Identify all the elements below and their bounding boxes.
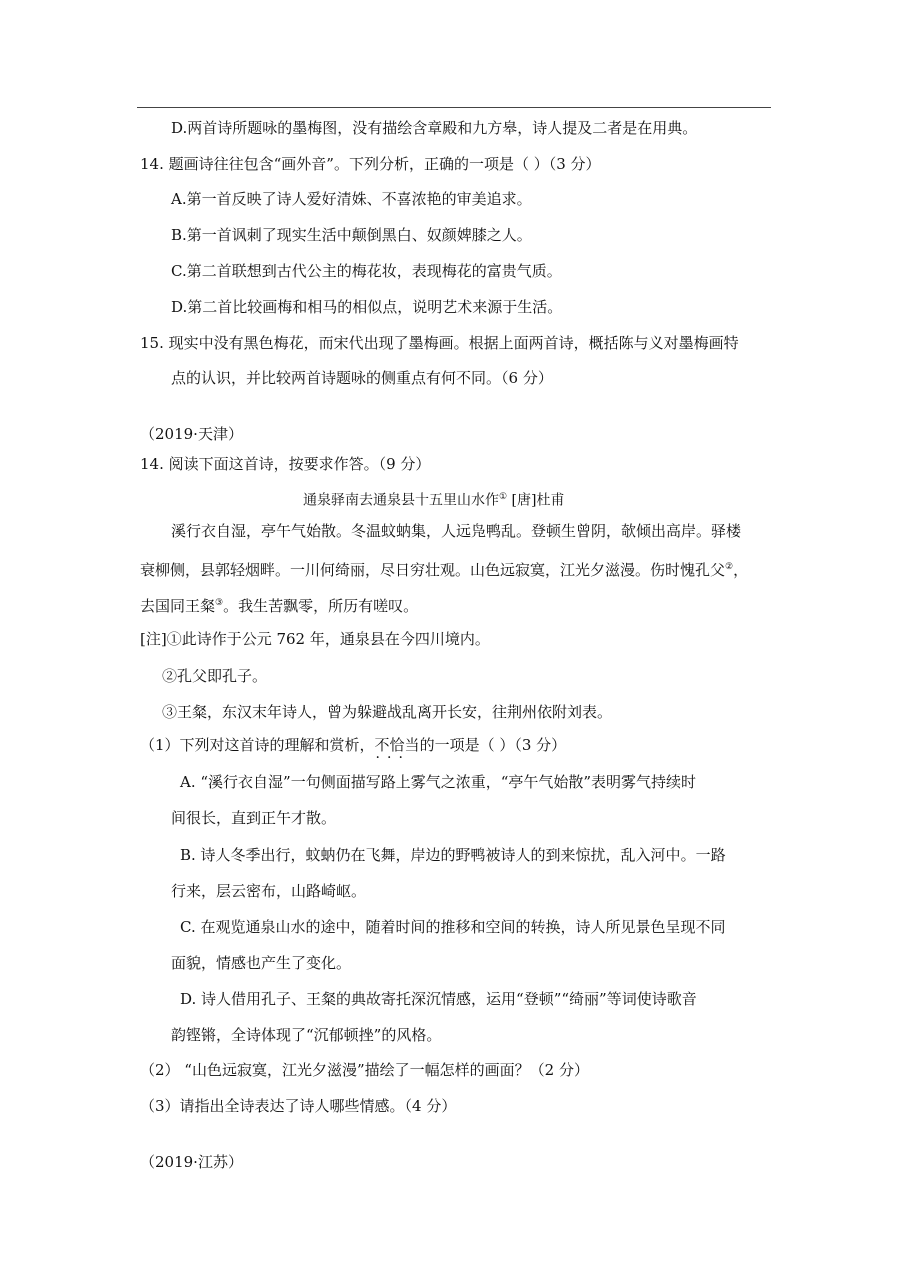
poem-author: [唐]杜甫 [507, 492, 565, 509]
sub-question-3: （3）请指出全诗表达了诗人哪些情感。（4 分） [140, 1097, 457, 1115]
poem-line3 [140, 593, 418, 616]
q14-option-a: A.第一首反映了诗人爱好清姝、不喜浓艳的审美追求。 [171, 190, 532, 208]
header-rule [137, 107, 771, 108]
option-a-line2: 间很长，直到正午才散。 [171, 809, 337, 827]
option-b-line2: 行来，层云密布，山路崎岖。 [171, 882, 367, 900]
sub1-suffix: 的一项是（ ）（3 分） [419, 736, 567, 754]
sub-question-2: （2） “山色远寂寞，江光夕滋漫”描绘了一幅怎样的画面？（2 分） [140, 1061, 589, 1079]
note-2: ②孔父即孔子。 [162, 667, 268, 685]
q15-stem-line2: 点的认识，并比较两首诗题咏的侧重点有何不同。（6 分） [171, 369, 553, 387]
q14-stem: 14. 题画诗往往包含“画外音”。下列分析，正确的一项是（ ）（3 分） [140, 155, 601, 173]
q14-option-d: D.第二首比较画梅和相马的相似点，说明艺术来源于生活。 [171, 298, 563, 316]
tianjin-q14-stem: 14. 阅读下面这首诗，按要求作答。（9 分） [140, 455, 431, 473]
poem-title-line [303, 487, 564, 511]
source-jiangsu: （2019·江苏） [140, 1153, 243, 1171]
option-d-line1: D. 诗人借用孔子、王粲的典故寄托深沉情感，运用“登顿”“绮丽”等词使诗歌音 [180, 990, 697, 1008]
poem-line3-tail: 。我生苦飘零，所历有嗟叹。 [223, 597, 419, 615]
option-b-line1: B. 诗人冬季出行，蚊蚋仍在飞舞，岸边的野鸭被诗人的到来惊扰，乱入河中。一路 [180, 846, 726, 864]
q15-stem-line1: 15. 现实中没有黑色梅花，而宋代出现了墨梅画。根据上面两首诗，概括陈与义对墨梅画特 [140, 334, 739, 352]
poem-line2-tail: ， [733, 561, 749, 579]
q14-option-c: C.第二首联想到古代公主的梅花妆，表现梅花的富贵气质。 [171, 262, 562, 280]
note-3: ③王粲，东汉末年诗人，曾为躲避战乱离开长安，往荆州依附刘表。 [162, 703, 613, 721]
poem-line2-text: 衰柳侧，县郭轻烟畔。一川何绮丽，尽日穷壮观。山色远寂寞，江光夕滋漫。伤时愧孔父 [140, 561, 726, 579]
note-1: [注]①此诗作于公元 762 年，通泉县在今四川境内。 [140, 630, 490, 648]
option-c-line2: 面貌，情感也产生了变化。 [171, 954, 352, 972]
option-d-line2: 韵铿锵，全诗体现了“沉郁顿挫”的风格。 [171, 1026, 442, 1044]
option-a-line1: A. “溪行衣自湿”一句侧面描写路上雾气之浓重，“亭午气始散”表明雾气持续时 [180, 773, 697, 791]
poem-line2 [140, 557, 748, 580]
sub1-prefix: （1）下列对这首诗的理解和赏析， [140, 736, 375, 754]
poem-title: 通泉驿南去通泉县十五里山水作 [303, 492, 499, 509]
poem-line3-text: 去国同王粲 [140, 597, 216, 615]
poem-line1: 溪行衣自湿，亭午气始散。冬温蚊蚋集，人远凫鸭乱。登顿生曾阴，欹倾出高岸。驿楼 [171, 522, 742, 540]
poem-title-footnote-mark: ① [499, 492, 508, 502]
footnote-mark-3: ③ [215, 598, 224, 608]
q13-option-d: D.两首诗所题咏的墨梅图，没有描绘含章殿和九方皋，诗人提及二者是在用典。 [171, 119, 698, 137]
source-tianjin: （2019·天津） [140, 425, 243, 443]
sub1-emphasis: 不恰当 · · · [375, 736, 420, 754]
sub-question-1 [140, 735, 566, 755]
footnote-mark-2: ② [725, 562, 734, 572]
option-c-line1: C. 在观览通泉山水的途中，随着时间的推移和空间的转换，诗人所见景色呈现不同 [180, 918, 726, 936]
q14-option-b: B.第一首讽刺了现实生活中颠倒黑白、奴颜婢膝之人。 [171, 226, 532, 244]
